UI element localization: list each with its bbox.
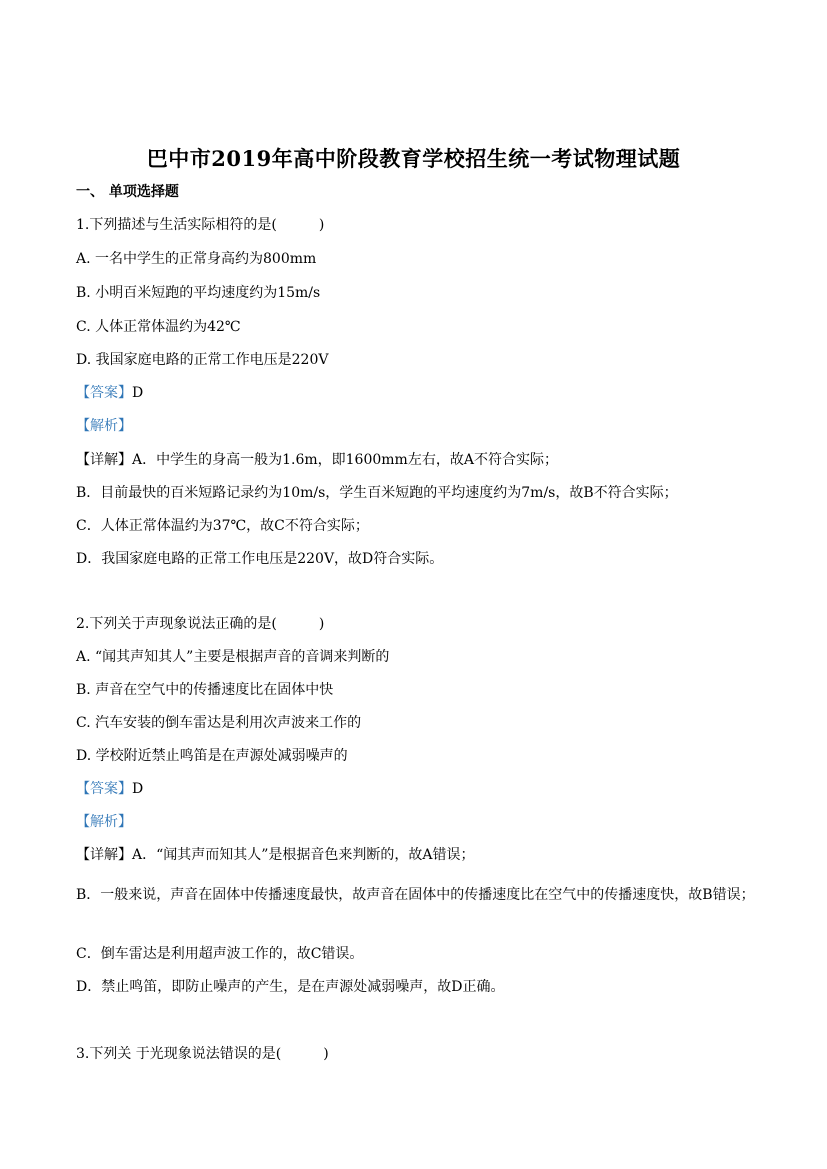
question-1-option-d: D. 我国家庭电路的正常工作电压是220V bbox=[76, 352, 329, 368]
question-1-detail-d: D．我国家庭电路的正常工作电压是220V，故D符合实际。 bbox=[76, 551, 444, 567]
answer-label: 【答案】 bbox=[76, 781, 132, 797]
question-2-detail-c: C．倒车雷达是利用超声波工作的，故C错误。 bbox=[76, 946, 364, 962]
question-3-stem: 3.下列关 于光现象说法错误的是( ) bbox=[76, 1046, 329, 1062]
question-1-answer bbox=[76, 384, 143, 402]
question-1-stem: 1.下列描述与生活实际相符的是( ) bbox=[76, 217, 325, 233]
question-1-option-b: B. 小明百米短跑的平均速度约为15m/s bbox=[76, 285, 321, 301]
question-1-option-a: A. 一名中学生的正常身高约为800mm bbox=[76, 251, 317, 267]
question-2-stem: 2.下列关于声现象说法正确的是( ) bbox=[76, 616, 325, 632]
question-2-answer-value: D bbox=[132, 781, 144, 797]
answer-label: 【答案】 bbox=[76, 385, 132, 401]
question-2-detail-b: B．一般来说，声音在固体中传播速度最快，故声音在固体中的传播速度比在空气中的传播速度快，故B错误； bbox=[76, 887, 755, 903]
question-1-analysis-label: 【解析】 bbox=[76, 418, 132, 434]
question-1-option-c: C. 人体正常体温约为42℃ bbox=[76, 319, 241, 335]
question-1-detail-a: 【详解】A．中学生的身高一般为1.6m，即1600mm左右，故A不符合实际； bbox=[76, 452, 558, 468]
question-1-detail-b: B．目前最快的百米短路记录约为10m/s，学生百米短跑的平均速度约为7m/s，故B不符合实际； bbox=[76, 485, 678, 501]
question-1-detail-c: C．人体正常体温约为37℃，故C不符合实际； bbox=[76, 518, 369, 534]
question-2-answer bbox=[76, 780, 143, 798]
question-1-answer-value: D bbox=[132, 385, 144, 401]
question-2-option-c: C. 汽车安装的倒车雷达是利用次声波来工作的 bbox=[76, 715, 362, 731]
section-heading: 一、 单项选择题 bbox=[76, 184, 179, 200]
document-title: 巴中市2019年高中阶段教育学校招生统一考试物理试题 bbox=[146, 146, 681, 171]
question-2-detail-a: 【详解】A．“闻其声而知其人”是根据音色来判断的，故A错误； bbox=[76, 847, 475, 863]
question-2-option-a: A. “闻其声知其人”主要是根据声音的音调来判断的 bbox=[76, 649, 390, 665]
question-2-option-b: B. 声音在空气中的传播速度比在固体中快 bbox=[76, 682, 334, 698]
question-2-analysis-label: 【解析】 bbox=[76, 814, 132, 830]
question-2-detail-d: D．禁止鸣笛，即防止噪声的产生，是在声源处减弱噪声，故D正确。 bbox=[76, 979, 505, 995]
question-2-option-d: D. 学校附近禁止鸣笛是在声源处减弱噪声的 bbox=[76, 748, 348, 764]
